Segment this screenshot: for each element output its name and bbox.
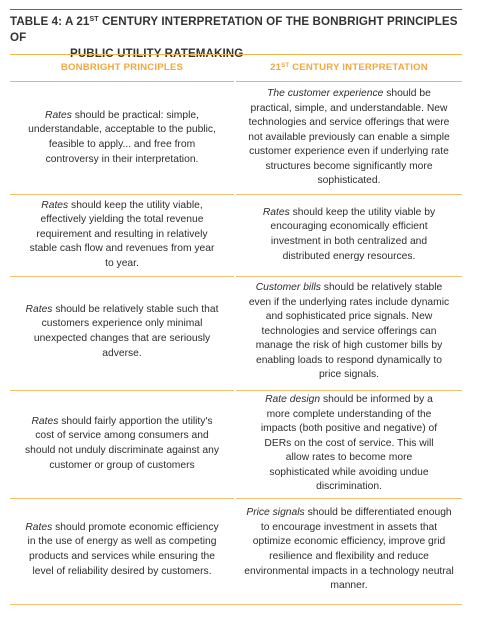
row1-principle (10, 84, 234, 192)
header-right-suffix: CENTURY INTERPRETATION (289, 62, 428, 73)
cell-emphasis: Customer bills (255, 281, 321, 293)
cell-text: should be informed by a more complete understanding of the impacts (both positive and negative) of DERs on the cost of service. This will allow rates to become more sophisticated while avoiding undue discrimination. (260, 393, 438, 493)
row1-interpretation (236, 84, 462, 192)
row-divider (10, 194, 234, 195)
table-cell-text (24, 199, 220, 272)
cell-text: should be practical, simple, and understandable. New technologies and service offerings that were not available previously can enable a simple customer experience even if underlying rate structures become significantly more sophisticated. (248, 87, 450, 187)
row2-interpretation (236, 196, 462, 274)
row-divider (10, 276, 234, 277)
row5-interpretation (236, 500, 462, 600)
header-right-label (236, 55, 462, 80)
bottom-rule (10, 604, 462, 605)
cell-text: should be relatively stable such that customers experience only minimal unexpected changes that are seriously adverse. (33, 303, 219, 359)
table-cell-text (24, 109, 220, 167)
title-line2: PUBLIC UTILITY RATEMAKING (70, 47, 244, 60)
table-cell-text (246, 281, 452, 383)
row-divider (10, 498, 234, 499)
cell-text: should be differentiated enough to encourage investment in assets that optimize economic efficiency, improve grid resilience and flexibility and reduce environmental impacts in a technology neutral manner. (244, 507, 454, 592)
cell-text: should promote economic efficiency in the use of energy as well as competing products and services while ensuring the level of reliability desired by customers. (27, 521, 219, 577)
cell-text: should be relatively stable even if the underlying rates include dynamic and sophisticated price signals. New technologies and service offerings can manage the risk of high customer bills by enabling loads to respond dynamically to price signals. (248, 281, 450, 381)
table-cell-text (244, 506, 454, 594)
row4-principle (10, 392, 234, 496)
cell-emphasis: Rate design (265, 393, 321, 405)
row4-interpretation (236, 392, 462, 496)
table-cell-text (22, 521, 222, 579)
cell-text: should keep the utility viable, effectively yielding the total revenue requirement and resulting in relatively stable cash flow and revenues from year to year. (29, 199, 215, 269)
table-cell-text (24, 303, 220, 361)
row-divider (236, 498, 462, 499)
row5-principle (10, 500, 234, 600)
row-divider (236, 276, 462, 277)
cell-emphasis: Rates (31, 415, 59, 427)
top-rule (10, 9, 462, 10)
cell-text: should fairly apportion the utility's cost of service among consumers and should not unduly discriminate against any customer or group of customers (24, 415, 220, 471)
row-divider (236, 390, 462, 391)
title-line1-prefix: TABLE 4: A 21 (10, 15, 90, 28)
header-interpretation (236, 54, 462, 82)
table-cell-text (22, 415, 222, 473)
cell-emphasis: Price signals (246, 507, 305, 519)
cell-emphasis: The customer experience (267, 87, 384, 99)
table-cell-text (254, 206, 444, 264)
table-cell-text (256, 393, 442, 495)
row-divider (236, 194, 462, 195)
row3-principle (10, 278, 234, 386)
table-cell-text (246, 87, 452, 189)
cell-emphasis: Rates (25, 521, 53, 533)
header-bonbright (10, 54, 234, 82)
cell-emphasis: Rates (41, 199, 69, 211)
cell-text: should keep the utility viable by encouraging economically efficient investment in both centralized and distributed energy resources. (270, 206, 436, 262)
row2-principle (10, 196, 234, 274)
cell-emphasis: Rates (25, 303, 53, 315)
cell-text: should be practical: simple, understandable, acceptable to the public, feasible to apply... and free from controversy in their interpretation. (28, 109, 216, 165)
header-right-superscript: ST (281, 63, 290, 69)
header-right-prefix: 21 (270, 62, 282, 73)
cell-emphasis: Rates (45, 109, 72, 121)
title-superscript: ST (89, 16, 99, 23)
row-divider (10, 390, 234, 391)
header-left-label: BONBRIGHT PRINCIPLES (60, 62, 184, 73)
cell-emphasis: Rates (262, 206, 290, 218)
title-line1-suffix: CENTURY INTERPRETATION OF THE BONBRIGHT PRINCIPLES OF (10, 15, 458, 44)
row3-interpretation (236, 278, 462, 386)
